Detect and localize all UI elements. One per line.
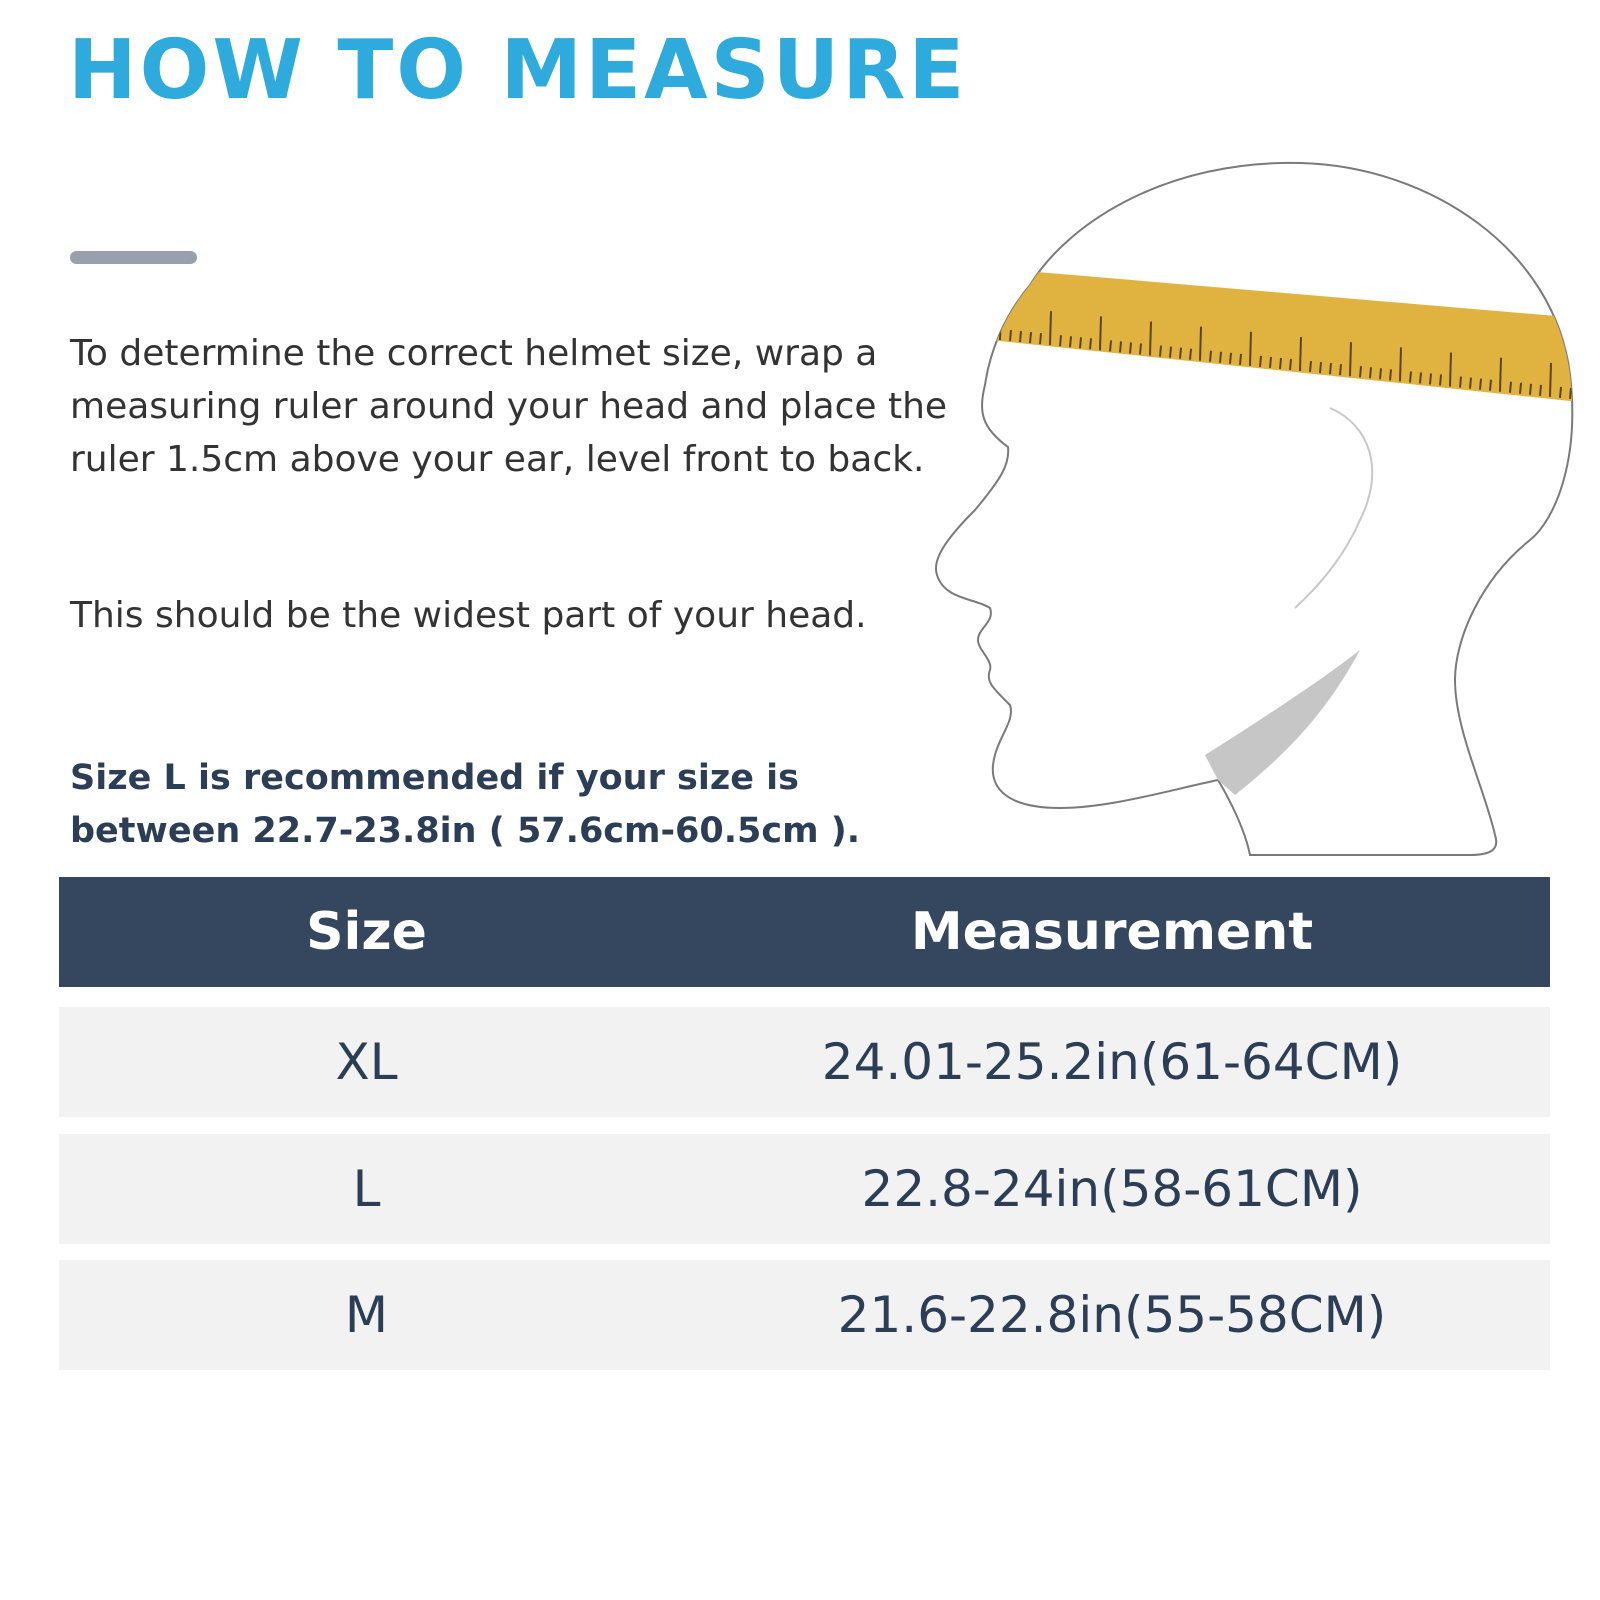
- ruler-tick: [1440, 375, 1441, 386]
- ruler-tick: [1040, 333, 1041, 344]
- table-row: [59, 1007, 1550, 1117]
- ruler-tick: [1480, 379, 1481, 390]
- table-row: [59, 1260, 1550, 1370]
- ruler-tick: [1190, 349, 1191, 360]
- ruler-tick: [1250, 332, 1251, 366]
- ruler-tick: [1370, 367, 1371, 378]
- ruler-tick: [1300, 337, 1301, 371]
- ruler-tick: [1110, 340, 1111, 351]
- widest-part-note: This should be the widest part of your head.: [70, 595, 867, 636]
- ruler-tick: [1400, 347, 1401, 381]
- ruler-tick: [1120, 341, 1121, 352]
- ruler-tick: [1330, 363, 1331, 374]
- row-measurement: 22.8-24in(58-61CM): [861, 1160, 1363, 1218]
- ruler-tick: [1390, 369, 1391, 380]
- measure-instructions: To determine the correct helmet size, wrap a measuring ruler around your head and place the ruler 1.5cm above your ear, level front to back.: [70, 333, 948, 480]
- ruler-tick: [1320, 362, 1321, 373]
- ruler-tick: [1020, 331, 1021, 342]
- ruler-tick: [1430, 373, 1431, 384]
- ruler-tick: [1350, 342, 1351, 376]
- ruler-tick: [1500, 358, 1501, 392]
- ruler-tick: [1360, 366, 1361, 377]
- ruler-tick: [1290, 359, 1291, 370]
- ruler-tick: [1450, 353, 1451, 387]
- ruler-tick: [1160, 346, 1161, 357]
- ruler-tick: [1150, 322, 1151, 356]
- ruler-tick: [1280, 358, 1281, 369]
- size-recommendation: Size L is recommended if your size is between 22.7-23.8in ( 57.6cm-60.5cm ).: [70, 758, 861, 851]
- ruler-tick: [1050, 311, 1051, 345]
- ruler-tick: [1060, 335, 1061, 346]
- ruler-tick: [1490, 380, 1491, 391]
- ruler-tick: [1340, 364, 1341, 375]
- page-title: HOW TO MEASURE: [68, 23, 968, 118]
- ruler-tick: [1570, 388, 1571, 399]
- title-divider: [70, 251, 197, 264]
- ruler-tick: [1230, 353, 1231, 364]
- ruler-tick: [1470, 378, 1471, 389]
- ruler-tick: [1560, 387, 1561, 398]
- ruler-tick: [1130, 342, 1131, 353]
- ruler-tick: [1520, 383, 1521, 394]
- table-row: [59, 1134, 1550, 1244]
- ruler-tick: [1310, 361, 1311, 372]
- ruler-tick: [1140, 344, 1141, 355]
- ruler-tick: [1220, 352, 1221, 363]
- ruler-tick: [1200, 327, 1201, 361]
- ruler-tick: [1170, 347, 1171, 358]
- header-size: Size: [306, 902, 427, 962]
- ruler-tick: [1530, 384, 1531, 395]
- row-measurement: 24.01-25.2in(61-64CM): [821, 1033, 1403, 1091]
- ruler-tick: [1100, 316, 1101, 350]
- ruler-tick: [1240, 354, 1241, 365]
- ruler-tick: [1180, 348, 1181, 359]
- ruler-tick: [1540, 385, 1541, 396]
- ruler-tick: [1000, 306, 1001, 340]
- ruler-tick: [1030, 332, 1031, 343]
- ruler-tick: [1420, 372, 1421, 383]
- ruler-tick: [1380, 368, 1381, 379]
- head-measurement-illustration: [920, 150, 1580, 860]
- ruler-tick: [1260, 356, 1261, 367]
- ruler-tick: [1010, 330, 1011, 341]
- ruler-tick: [1270, 357, 1271, 368]
- ruler-tick: [1510, 382, 1511, 393]
- row-size: L: [352, 1160, 381, 1218]
- row-size: XL: [335, 1033, 398, 1091]
- ruler-tick: [1550, 363, 1551, 397]
- ruler-tick: [1460, 377, 1461, 388]
- header-measurement: Measurement: [910, 902, 1314, 962]
- ruler-tick: [1410, 371, 1411, 382]
- size-table-header: [59, 877, 1550, 987]
- row-size: M: [344, 1286, 389, 1344]
- ruler-tick: [1070, 336, 1071, 347]
- ruler-tick: [1210, 351, 1211, 362]
- ruler-tick: [1090, 338, 1091, 349]
- ruler-tick: [1080, 337, 1081, 348]
- row-measurement: 21.6-22.8in(55-58CM): [837, 1286, 1387, 1344]
